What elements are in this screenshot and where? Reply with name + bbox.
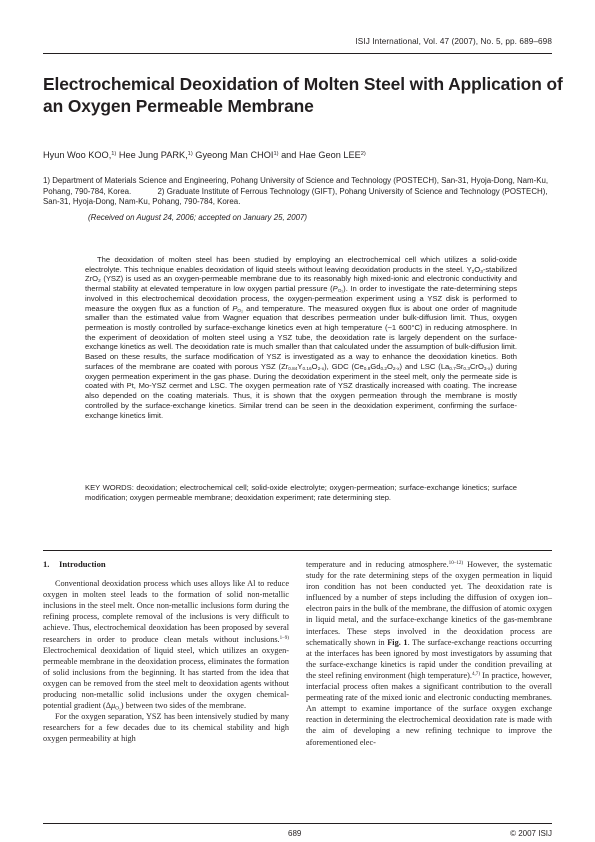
body-paragraph: temperature and in reducing atmosphere.$^{10-12)}$ However, the systematic study for the rate determining steps of the oxygen permeation in liquid iron condition has not been conducted yet. The deoxidation rate is influenced by a number of steps including the diffusion of oxygen ion–electron pairs in the bulk of the membrane, the diffusion of atomic oxygen in liquid metal, and the surface-exchange kinetics of the gas-membrane interfaces. These steps involved in the deoxidation process are schematically shown in Fig. 1. The surface-exchange reactions occurring at the interfaces has been ignored by most investigators by assuming that the surface-exchange kinetics is rapid under the condition prevailing at the steel refining environment (high temperature).$^{4,7)}$ In practice, however, interfacial process often makes a significant contribution to the overall permeating rate of the mixed ionic and electronic conducting membranes. An attempt to examine importance of the surface oxygen exchange reaction in determining the electrochemical deoxidation rate is made with the aim of developing a new refining technique to improve the aforementioned elec- (306, 560, 552, 747)
affiliation-2: 2) Graduate Institute of Ferrous Technology (GIFT), Pohang University of Science and Technology (POSTECH), San-31, Hyoja-Dong, Nam-Ku, Pohang, 790-784, Korea. (43, 186, 548, 207)
author-affiliation-mark: 1) (273, 150, 279, 157)
author-name: Hee Jung PARK, (118, 150, 188, 160)
journal-reference: ISIJ International, Vol. 47 (2007), No. 5, pp. 689–698 (355, 37, 552, 46)
copyright: © 2007 ISIJ (510, 829, 552, 838)
affiliations (43, 176, 553, 208)
body-column-left (43, 559, 289, 745)
abstract: The deoxidation of molten steel has been studied by employing an electrochemical cell which utilizes a solid-oxide electrolyte. This technique enables deoxidation of liquid steels without leaving deoxidation products in the steel. $Y_2O_3$-stabilized ZrO$_2$ (YSZ) is used as an oxygen-permeable membrane due to its reasonably high mixed-ionic and electronic conductivity and thermal stability at elevated temperature in low oxygen partial pressure $(P_{O_2})$. In order to investigate the rate-determining steps involved in this electrochemical deoxidation process, the oxygen-permeation experiment using a YSZ disk is performed to measure the oxygen flux as a function of $P_{O_2}$ and temperature. The measured oxygen flux is about one order of magnitude smaller than the estimated value from Wagner equation that describes permeation under bulk-diffusion limit. Thus, oxygen permeation is mostly controlled by surface-exchange kinetics even at high temperature (~1 600°C) in reducing atmosphere. In the experiment of deoxidation of molten steel using a YSZ tube, the deoxidation rate is largely dependent on the surface-exchange kinetics as well. The deoxidation rate is much smaller than that calculated under the assumption of bulk-diffusion limit. Based on these results, the surface modification of YSZ is investigated as a way to enhance the deoxidation kinetics. Both surfaces of the membrane are coated with porous YSZ $(Zr_{0.84}Y_{0.16}O_{2-x})$, GDC $(Ce_{0.8}Gd_{0.2}O_{2-x})$ and LSC $(La_{0.7}Sr_{0.3}CrO_{3-x})$ during oxygen permeation experiment in the gas phase. During the deoxidation experiment in the steel melt, only the permeate side is coated with Pt, Mo-YSZ cermet and LSC. The oxygen permeation rate of YSZ drastically increased with coating. The increase also depended on the coating materials. Thus, it is shown that the oxygen permeation through the membrane is mostly controlled by the surface-exchange kinetics. Similar trend can be seen in the deoxidation experiment, confirming the surface-exchange kinetics limit. (85, 255, 518, 420)
section-title: Introduction (59, 559, 106, 569)
author-list (43, 150, 563, 160)
body-column-right (306, 559, 552, 748)
keywords: KEY WORDS: deoxidation; electrochemical cell; solid-oxide electrolyte; oxygen-permeation; surface-exchange kinetics; surface modification; oxygen permeable membrane; deoxidation experiment; rate determining step. (85, 483, 517, 502)
section-number: 1. (43, 559, 50, 569)
body-paragraph: Conventional deoxidation process which uses alloys like Al to reduce oxygen in molten steel leads to the formation of solid non-metallic inclusions in the steel melt. Once non-metallic inclusions form during the refining process, complete removal of the inclusions is very difficult to achieve. Thus, electrochemical deoxidation has been proposed by several researchers in order to produce clean metals without inclusions.$^{1-9)}$ Electrochemical deoxidation of liquid steel, which utilizes an oxygen-permeable membrane in the deoxidation process, eliminates the formation of solid inclusions from the beginning. It has started from the idea that oxygen can be removed from the steel melt to deoxidation agents without producing non-metallic solid inclusions under the oxygen chemical-potential gradient $(\Delta\mu_{O_2})$ between two sides of the membrane. (43, 579, 289, 712)
page-number: 689 (288, 829, 302, 838)
citation: 4,7) (471, 671, 481, 678)
author-affiliation-mark: 2) (360, 150, 366, 157)
received-dates: (Received on August 24, 2006; accepted on January 25, 2007) (88, 213, 308, 222)
author-affiliation-mark: 1) (111, 150, 117, 157)
citation: 10–12) (448, 560, 464, 567)
footer-rule (43, 823, 552, 824)
author-name: Hyun Woo KOO, (43, 150, 112, 160)
author-name: and Hae Geon LEE (281, 150, 361, 160)
citation: 1–9) (279, 634, 289, 641)
affiliation-1: 1) Department of Materials Science and Engineering, Pohang University of Science and Technology (POSTECH), San-31, Hyoja-Dong, Nam-Ku, Pohang, 790-784, Korea. (43, 176, 549, 196)
section-heading (43, 559, 289, 570)
author-name: Gyeong Man CHOI (195, 150, 274, 160)
figure-reference: Fig. 1 (387, 637, 408, 647)
body-paragraph: For the oxygen separation, YSZ has been intensively studied by many researchers for a few decades due to its chemical stability and high oxygen permeability at high (43, 712, 289, 744)
author-affiliation-mark: 1) (187, 150, 193, 157)
header-rule (43, 53, 552, 54)
section-rule (43, 550, 552, 551)
paper-title: Electrochemical Deoxidation of Molten Steel with Application of an Oxygen Permeable Membrane (43, 74, 563, 116)
